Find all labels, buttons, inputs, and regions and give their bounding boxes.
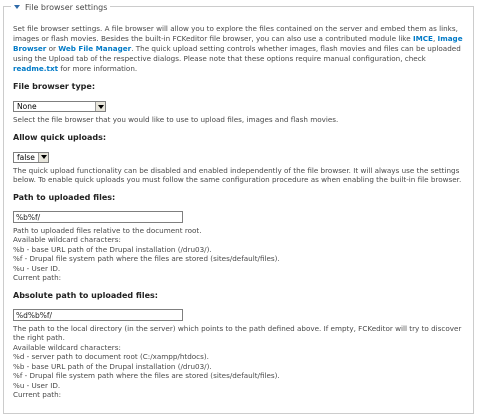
file-browser-type-label: File browser type: (13, 82, 96, 91)
readme-link[interactable]: readme.txt (13, 64, 59, 73)
intro-text-part: . The quick upload setting controls whether images, flash movies and files can be uploaded using the Upload tab of the respective dialogs. Please note that these options require manual configuration, check (13, 44, 461, 63)
intro-text-part: Set file browser settings. A file browser will allow you to explore the files contained on the server and embed them as links, images or flash movies. Besides the built-in FCKeditor file browser, you can also use a contributed module like (13, 24, 458, 43)
path-uploaded-label: Path to uploaded files: (13, 192, 116, 202)
file-browser-type-item (13, 82, 465, 125)
file-browser-type-description: Select the file browser that you would like to use to upload files, images and flash movies. (13, 115, 339, 124)
legend-label[interactable]: File browser settings (25, 2, 108, 12)
description-line: %u - User ID. (13, 380, 61, 390)
fieldset-content (13, 24, 465, 400)
description-line: Path to uploaded files relative to the document root. (13, 225, 202, 235)
absolute-path-description (13, 324, 465, 400)
description-line: %d - server path to document root (C:/xampp/htdocs). (13, 352, 209, 362)
description-line: %b - base URL path of the Drupal installation (/dru03/). (13, 244, 212, 254)
absolute-path-label: Absolute path to uploaded files: (13, 290, 158, 300)
file-browser-settings-fieldset (3, 2, 474, 414)
allow-quick-uploads-item (13, 133, 465, 185)
path-uploaded-description (13, 226, 465, 283)
absolute-path-input[interactable] (13, 309, 183, 321)
allow-quick-uploads-label: Allow quick uploads: (13, 132, 107, 142)
allow-quick-uploads-select[interactable] (13, 152, 49, 163)
description-line: Available wildcard characters: (13, 235, 121, 245)
path-uploaded-item (13, 193, 465, 283)
description-line: %f - Drupal file system path where the files are stored (sites/default/files). (13, 254, 280, 264)
description-line: Current path: (13, 273, 62, 283)
intro-separator: , (432, 34, 438, 43)
description-line: %u - User ID. (13, 263, 61, 273)
image-browser-link[interactable]: Image Browser (13, 34, 463, 53)
description-line: %b - base URL path of the Drupal installation (/dru03/). (13, 361, 212, 371)
select-value[interactable]: false (17, 152, 35, 162)
description-line: The path to the local directory (in the server) which points to the path defined above. If empty, FCKeditor will try to discover the right path. (13, 323, 462, 343)
intro-separator: or (46, 44, 59, 53)
web-file-manager-link[interactable]: Web File Manager (58, 44, 132, 53)
fieldset-legend[interactable] (11, 1, 110, 13)
collapse-triangle-icon[interactable] (13, 3, 21, 11)
description-line: Available wildcard characters: (13, 342, 121, 352)
file-browser-type-select[interactable] (13, 101, 106, 112)
intro-text-part: for more information. (58, 64, 138, 73)
path-uploaded-input[interactable] (13, 211, 183, 223)
imce-link[interactable]: IMCE (412, 34, 433, 43)
select-value[interactable]: None (17, 102, 37, 111)
description-line: %f - Drupal file system path where the files are stored (sites/default/files). (13, 371, 280, 381)
absolute-path-item (13, 291, 465, 400)
dropdown-arrow-icon[interactable] (95, 102, 105, 111)
allow-quick-uploads-description: The quick upload functionality can be disabled and enabled independently of the file browser. It will always use the settings below. To enable quick uploads you must follow the same configuration procedure as when enabling the built-in file browser. (13, 165, 462, 185)
dropdown-arrow-icon[interactable] (38, 153, 48, 162)
description-line: Current path: (13, 390, 62, 400)
intro-text (13, 24, 465, 74)
